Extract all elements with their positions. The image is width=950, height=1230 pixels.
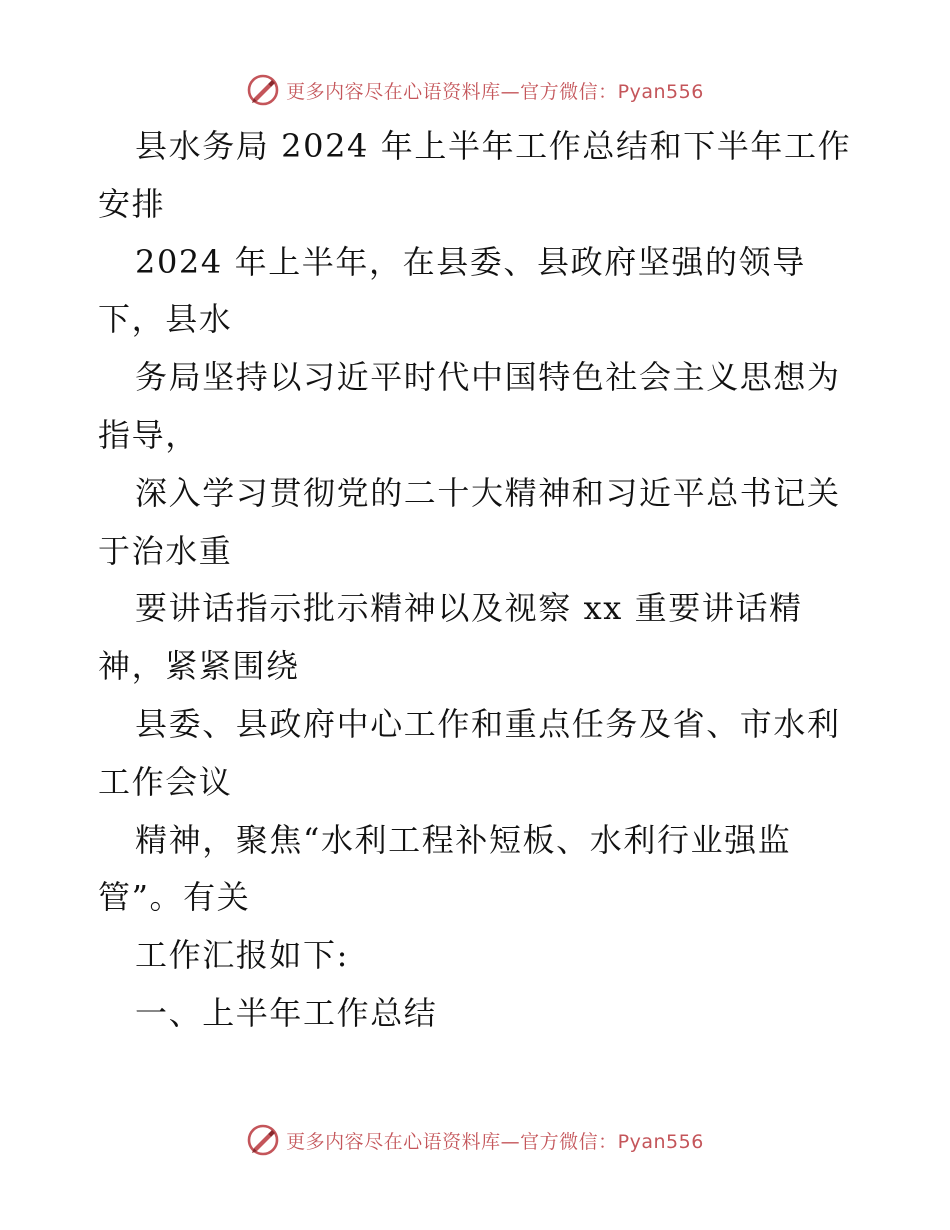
section-heading: 一、上半年工作总结: [135, 993, 438, 1032]
watermark-footer: [0, 1120, 950, 1160]
document-body: [98, 118, 858, 1043]
doc-text-line: 神，紧紧围绕: [98, 647, 300, 686]
doc-text-line: 工作会议: [98, 762, 233, 801]
doc-text-line: 县委、县政府中心工作和重点任务及省、市水利: [135, 704, 841, 743]
doc-text-line: 精神，聚焦“水利工程补短板、水利行业强监: [135, 820, 792, 859]
watermark-text: 更多内容尽在心语资料库—官方微信：Pyan556: [286, 1130, 704, 1153]
doc-text-line: 深入学习贯彻党的二十大精神和习近平总书记关: [135, 473, 841, 512]
doc-text-line: 2024 年上半年，在县委、县政府坚强的领导: [135, 242, 806, 281]
watermark-text: 更多内容尽在心语资料库—官方微信：Pyan556: [286, 80, 704, 103]
doc-text-line: 下，县水: [98, 300, 233, 339]
doc-text-line: 工作汇报如下:: [135, 936, 349, 975]
doc-text-line: 管”。有关: [98, 878, 251, 917]
doc-text-line: 于治水重: [98, 531, 233, 570]
doc-text-line: 要讲话指示批示精神以及视察 xx 重要讲话精: [135, 589, 803, 628]
doc-title-line-1: 县水务局 2024 年上半年工作总结和下半年工作: [135, 127, 852, 165]
doc-title-line-2: 安排: [98, 184, 166, 223]
pen-logo-icon: [246, 1123, 280, 1157]
doc-text-line: 务局坚持以习近平时代中国特色社会主义思想为: [135, 358, 841, 397]
watermark-header: [0, 70, 950, 110]
doc-text-line: 指导，: [98, 415, 199, 454]
pen-logo-icon: [246, 73, 280, 107]
